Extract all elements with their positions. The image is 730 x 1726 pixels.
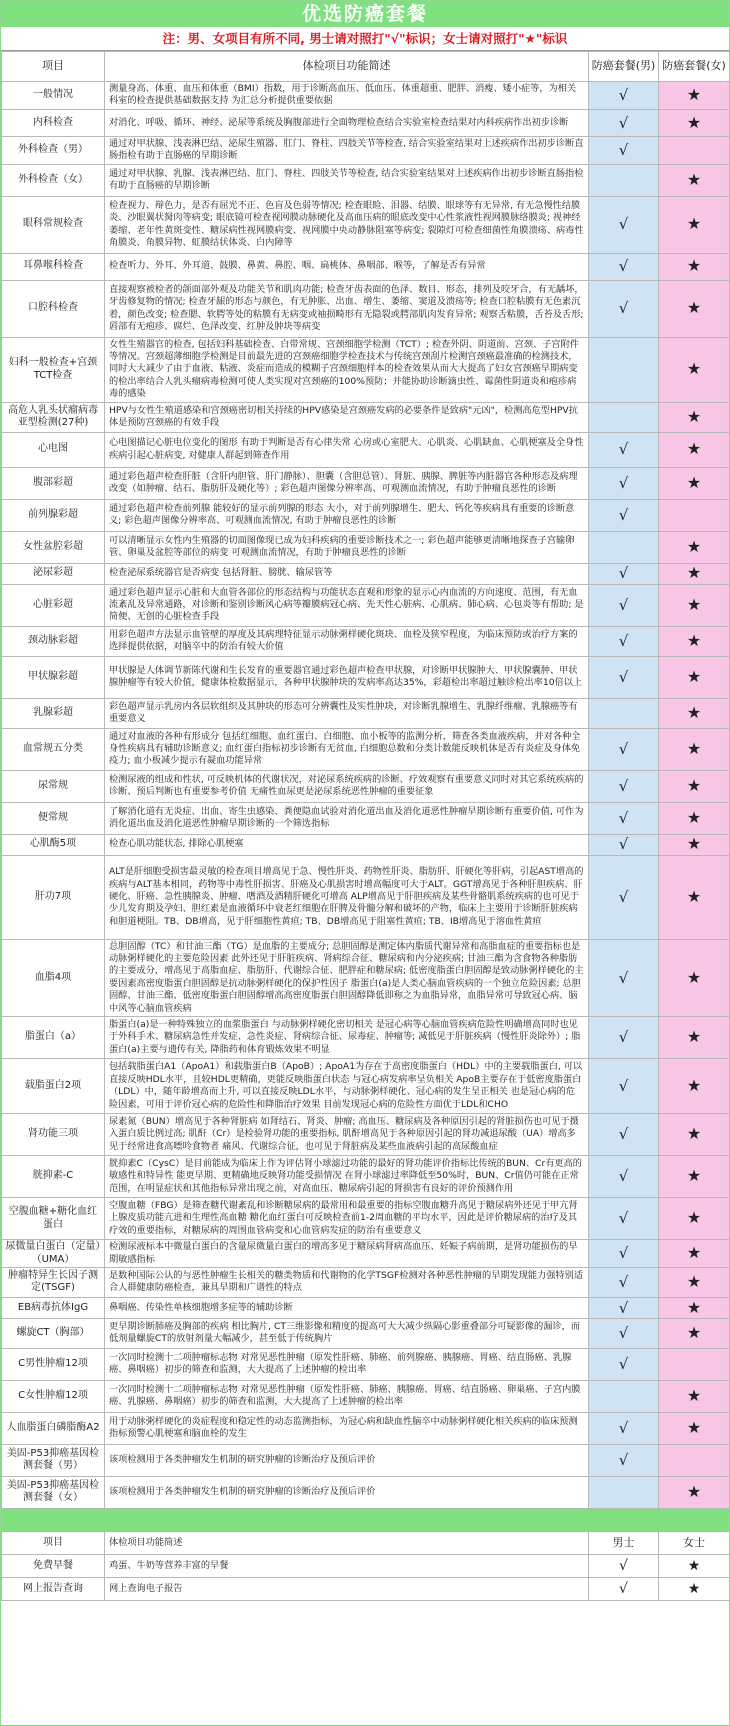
item-name: 眼科常规检查 — [2, 196, 105, 253]
item-name: 口腔科检查 — [2, 280, 105, 337]
item-name: C女性肿瘤12项 — [2, 1380, 105, 1412]
item-description: 用彩色超声方法显示血管壁的厚度及其病理特征显示动脉粥样硬化斑块、血栓及狭窄程度，为临床预防或治疗方案的选择提供依据，对脑卒中的防治有较大价值 — [105, 626, 589, 656]
table-row — [2, 1059, 730, 1114]
item-description: 包括载脂蛋白A1（ApoA1）和载脂蛋白B（ApoB）; ApoA1为存在于高密度脂蛋白（HDL）中的主要载脂蛋白, 可以直接反映HDL水平，且较HDL更精确，更能反映脂蛋白状态 与冠心病发病率呈负相关 ApoB主要存在于低密度脂蛋白（LDL）中，随年龄增高而上升, 可以直接反映LDL水平，与动脉粥样硬化、冠心病的发生呈正相关 也是冠心病的危险因素，可用于评价冠心病的危险性和降脂治疗效果 目前发现冠心病的危险性方面优于LDL和CHO — [105, 1059, 589, 1114]
item-name: 美固-P53抑癌基因检测套餐（女） — [2, 1476, 105, 1508]
table-row — [2, 584, 730, 626]
item-name: 胱抑素-C — [2, 1156, 105, 1198]
male-mark: √ — [589, 584, 659, 626]
table-row — [2, 563, 730, 584]
table-row — [2, 834, 730, 855]
item-name: 载脂蛋白2项 — [2, 1059, 105, 1114]
female-mark: ★ — [659, 563, 730, 584]
item-description: 通过对甲状腺、乳腺、浅表淋巴结、肛门、脊柱、四肢关节等检查, 结合实验室结果对上述疾病作出初步诊断直肠指检有助于直肠癌的早期诊断 — [105, 164, 589, 196]
male-mark: √ — [589, 728, 659, 770]
item-description: 检查心肌功能状态, 排除心肌梗塞 — [105, 834, 589, 855]
male-mark: √ — [589, 109, 659, 136]
table-row — [2, 136, 730, 164]
item-description: 通过彩色超声检查前列腺 能较好的显示前列腺的形态 大小，对于前列腺增生、肥大、钙化等疾病具有重要的诊断意义; 彩色超声图像分辨率高、可观测血流情况, 有助于肿瘤良恶性的诊断 — [105, 499, 589, 531]
header-male: 防癌套餐(男) — [589, 52, 659, 82]
male-mark — [589, 698, 659, 728]
item-name: 免费早餐 — [2, 1554, 105, 1577]
item-description: 鼻咽癌、传染性单核细胞增多症等的辅助诊断 — [105, 1297, 589, 1318]
female-mark: ★ — [659, 698, 730, 728]
table-row — [2, 164, 730, 196]
female-mark: ★ — [659, 939, 730, 1016]
female-mark: ★ — [659, 531, 730, 563]
table-row — [2, 467, 730, 499]
male-mark: √ — [589, 834, 659, 855]
service-row — [2, 1554, 730, 1577]
item-description: 脂蛋白(a)是一种特殊独立的血浆脂蛋白 与动脉粥样硬化密切相关 是冠心病等心脑血管疾病危险性明确增高同时也见于外科手术、糖尿病急性并发症、急性炎症、肾病综合征、尿毒症、肿瘤等; 减低见于肝脏疾病（慢性肝炎除外）; 脂蛋白(a)主要与遗传有关, 降脂药和体育锻炼效果不明显 — [105, 1017, 589, 1059]
male-mark: √ — [589, 855, 659, 939]
services-rows — [2, 1554, 730, 1600]
table-row — [2, 1318, 730, 1348]
male-mark: √ — [589, 1554, 659, 1577]
table-row — [2, 1444, 730, 1476]
female-mark: ★ — [659, 834, 730, 855]
table-row — [2, 1198, 730, 1240]
package-rows — [2, 82, 730, 1509]
female-mark: ★ — [659, 164, 730, 196]
table-row — [2, 728, 730, 770]
item-name: 耳鼻喉科检查 — [2, 253, 105, 280]
item-description: 该项检测用于各类肿瘤发生机制的研究肿瘤的诊断治疗及预后评价 — [105, 1476, 589, 1508]
item-name: 空腹血糖+糖化血红蛋白 — [2, 1198, 105, 1240]
male-mark: √ — [589, 82, 659, 110]
package-table — [1, 51, 730, 1509]
item-name: 网上报告查询 — [2, 1577, 105, 1600]
male-mark: √ — [589, 280, 659, 337]
male-mark: √ — [589, 1114, 659, 1156]
header-desc: 体检项目功能简述 — [105, 52, 589, 82]
table-row — [2, 1412, 730, 1444]
female-mark — [659, 499, 730, 531]
male-mark: √ — [589, 432, 659, 467]
female-mark: ★ — [659, 82, 730, 110]
female-mark: ★ — [659, 1267, 730, 1297]
male-mark: √ — [589, 1267, 659, 1297]
female-mark: ★ — [659, 1059, 730, 1114]
female-mark: ★ — [659, 1297, 730, 1318]
table-row — [2, 499, 730, 531]
female-mark: ★ — [659, 656, 730, 698]
item-name: 人血脂蛋白磷脂酶A2 — [2, 1412, 105, 1444]
item-description: 了解消化道有无炎症、出血、寄生虫感染、粪便隐血试验对消化道出血及消化道恶性肿瘤早期诊断有重要价值, 可作为消化道出血及消化道恶性肿瘤早期诊断的一个筛选指标 — [105, 802, 589, 834]
female-mark: ★ — [659, 432, 730, 467]
table-header-row — [2, 52, 730, 82]
item-name: 颈动脉彩超 — [2, 626, 105, 656]
item-description: ALT是肝细胞受损害最灵敏的检查项目增高见于急、慢性肝炎、药物性肝炎、脂肪肝、肝硬化等肝病，引起AST增高的疾病与ALT基本相同，药物等中毒性肝损害、肝癌及心肌损害时增高幅度可大于ALT。GGT增高见于各种肝胆疾病、肝硬化、肝癌、急性胰腺炎、肿瘤、嗜酒及酒精肝硬化可增高 ALP增高见于肝胆疾病及某些骨骼肌系统疾病的也可见于少儿发育期及孕妇、胆红素是血液循环中衰老红细胞在肝脾及骨髓分解和破坏的产物，临床上主要用于诊断肝脏疾病和胆道梗阻。TB、DB增高，见于肝细胞性黄疸; TB、DB增高见于阻塞性黄疸; TB、IB增高见于溶血性黄疸 — [105, 855, 589, 939]
services-table — [1, 1531, 730, 1601]
male-mark — [589, 531, 659, 563]
item-name: 血常规五分类 — [2, 728, 105, 770]
male-mark: √ — [589, 1577, 659, 1600]
table-row — [2, 1156, 730, 1198]
male-mark: √ — [589, 1318, 659, 1348]
male-mark — [589, 337, 659, 402]
item-description: HPV与女性生殖道感染和宫颈癌密切相关持续的HPV感染是宫颈癌发病的必要条件是致病"元凶"，检测高危型HPV抗体是预防宫颈癌的有效手段 — [105, 402, 589, 432]
item-name: 肝功7项 — [2, 855, 105, 939]
services-header-item: 项目 — [2, 1531, 105, 1554]
item-name: 前列腺彩超 — [2, 499, 105, 531]
item-description: 更早期诊断肺癌及胸部的疾病 相比胸片, CT三维影像和精度的提高可大大减少纵隔心影重叠部分可疑影像的漏诊，而低剂量螺旋CT的放射剂量大幅减少，甚至低于传统胸片 — [105, 1318, 589, 1348]
table-row — [2, 1380, 730, 1412]
item-name: 美固-P53抑癌基因检测套餐（男） — [2, 1444, 105, 1476]
female-mark: ★ — [659, 1198, 730, 1240]
service-row — [2, 1577, 730, 1600]
item-description: 空腹血糖（FBG）是筛查糖代谢紊乱和诊断糖尿病的最常用和最重要的指标空腹血糖升高见于糖尿病外还见于甲亢肾上腺皮质功能亢进和生理性高血糖 糖化血红蛋白可反映检查前1-2周血糖的平均水平，因此是评价糖尿病的治疗及其疗效的重要指标，对糖尿病的周围血管病变和心血管病发症的防治有重要意义 — [105, 1198, 589, 1240]
male-mark — [589, 402, 659, 432]
header-item: 项目 — [2, 52, 105, 82]
table-row — [2, 109, 730, 136]
item-name: 外科检查（男） — [2, 136, 105, 164]
table-row — [2, 1017, 730, 1059]
table-row — [2, 1114, 730, 1156]
female-mark: ★ — [659, 1577, 730, 1600]
table-row — [2, 939, 730, 1016]
item-name: 女性盆腔彩超 — [2, 531, 105, 563]
item-name: 螺旋CT（胸部） — [2, 1318, 105, 1348]
item-name: 血脂4项 — [2, 939, 105, 1016]
services-header-desc: 体检项目功能简述 — [105, 1531, 589, 1554]
female-mark: ★ — [659, 728, 730, 770]
item-name: 便常规 — [2, 802, 105, 834]
male-mark: √ — [589, 467, 659, 499]
item-name: EB病毒抗体IgG — [2, 1297, 105, 1318]
item-description: 检查视力、辩色力，是否有屈光不正、色盲及色弱等情况; 检查眼睑、泪器、结膜、眼球等有无异常, 有无急慢性结膜炎、沙眼翼状胬肉等病变; 眼底镜可检查视网膜动脉硬化及高血压病的眼底改变中心性浆液性视网膜脉络膜炎; 视神经萎缩、老年性黄斑变性、糖尿病性视网膜病变、视网膜中央动静脉阻塞等病变; 裂隙灯可检查细菌性角膜溃疡、病毒性角膜炎、角膜异物、虹膜结状体炎、白内障等 — [105, 196, 589, 253]
table-row — [2, 402, 730, 432]
item-description: 心电图描记心脏电位变化的图形 有助于判断是否有心律失常 心房或心室肥大、心肌炎、心肌缺血、心肌梗塞及全身性疾病引起心脏病变, 对健康人群起到筛查作用 — [105, 432, 589, 467]
item-description: 女性生殖器官的检查, 包括妇科基础检查、白带常规、宫颈细胞学检测（TCT）; 检查外阴、阴道前、宫颈、子宫附件等情况。宫颈超薄细胞学检测是目前最先进的宫颈癌细胞学检查技术与传统宫颈刮片检测宫颈癌最准确的检测技术，同时大大减少了由于血液、粘液、炎症而造成的模糊子宫颈细胞样本的检查效果从而大大提高了妇女宫颈癌早期病变的检出率结合人乳头瘤病毒检测可使人类实现对宫颈癌的100%预防；并能协助诊断滴虫性、霉菌性阴道炎和疱疹病毒的感染 — [105, 337, 589, 402]
item-name: 尿常规 — [2, 770, 105, 802]
male-mark: √ — [589, 1348, 659, 1380]
item-description: 通过彩色超声显示心脏和大血管各部位的形态结构与功能状态直观和形象的显示心内血流的方向速度、范围，有无血流紊乱及异常通路，对诊断和鉴别诊断风心病等瓣膜病冠心病、先天性心脏病、心肌病、肺心病、心包炎等有帮助; 是简便、无创的心脏检查手段 — [105, 584, 589, 626]
female-mark — [659, 1444, 730, 1476]
female-mark: ★ — [659, 109, 730, 136]
male-mark: √ — [589, 136, 659, 164]
item-name: 心肌酶5项 — [2, 834, 105, 855]
female-mark: ★ — [659, 802, 730, 834]
female-mark — [659, 1348, 730, 1380]
item-description: 一次同时检测十二项肿瘤标志物 对常见恶性肿瘤（原发性肝癌、肺癌、前列腺癌、胰腺癌、胃癌、结直肠癌、乳腺癌、鼻咽癌）初步的筛查和监测，大大提高了上述肿瘤的检出率 — [105, 1348, 589, 1380]
services-header-row — [2, 1531, 730, 1554]
item-name: 一般情况 — [2, 82, 105, 110]
table-row — [2, 432, 730, 467]
female-mark — [659, 136, 730, 164]
item-name: 肾功能三项 — [2, 1114, 105, 1156]
male-mark: √ — [589, 1444, 659, 1476]
item-name: 腹部彩超 — [2, 467, 105, 499]
item-description: 对消化、呼吸、循环、神经、泌尿等系统及胸腹部进行全面物理检查结合实验室检查结果对内科疾病作出初步诊断 — [105, 109, 589, 136]
item-name: 泌尿彩超 — [2, 563, 105, 584]
male-mark: √ — [589, 770, 659, 802]
male-mark: √ — [589, 196, 659, 253]
item-description: 甲状腺是人体调节新陈代谢和生长发育的重要器官通过彩色超声检查甲状腺，对诊断甲状腺肿大、甲状腺囊肿、甲状腺肿瘤等有较大价值，健康体检数据显示，各种甲状腺肿块的发病率高达35%，彩超检出率超过触诊检出率10倍以上 — [105, 656, 589, 698]
female-mark: ★ — [659, 1156, 730, 1198]
male-mark: √ — [589, 563, 659, 584]
female-mark: ★ — [659, 1318, 730, 1348]
item-description: 测量身高、体重、血压和体重（BMI）指数，用于诊断高血压、低血压、体重超重、肥胖、消瘦、矮小症等，为相关科室的检查提供基础数据支持 为汇总分析提供重要依据 — [105, 82, 589, 110]
female-mark: ★ — [659, 402, 730, 432]
male-mark: √ — [589, 626, 659, 656]
item-description: 总胆固醇（TC）和甘油三酯（TG）是血脂的主要成分; 总胆固醇是测定体内脂质代谢异常和高脂血症的重要指标也是动脉粥样硬化的主要危险因素 此外还见于肝脏疾病、肾病综合征、糖尿病和内分泌疾病; 甘油三酯为含食物各种脂肪的主要成分，增高见于高脂血症、脂肪肝、代谢综合征、肥胖症和糖尿病; 低密度脂蛋白胆固醇是致动脉粥样硬化的主要因素高密度脂蛋白胆固醇是抗动脉粥样硬化的保护性因子 脂蛋白(a)是人类心脑血管疾病的一个独立危险因素; 总胆固醇、甘油三酯、低密度脂蛋白胆固醇增高高密度脂蛋白胆固醇降低即称之为血脂异常，血脂异常可导致冠心病、脑中风等心脑血管疾病 — [105, 939, 589, 1016]
table-row — [2, 1240, 730, 1268]
item-name: 乳腺彩超 — [2, 698, 105, 728]
table-row — [2, 770, 730, 802]
item-description: 通过彩色超声检查肝脏（含肝内胆管、肝门静脉）、胆囊（含胆总管）、肾脏、胰腺、脾脏等内脏器官各种形态及病理改变（如肿瘤、结石、脂肪肝及硬化等）; 彩色超声图像分辨率高、可观测血流情况，有助于肿瘤良恶性的诊断 — [105, 467, 589, 499]
item-description: 一次同时检测十二项肿瘤标志物 对常见恶性肿瘤（原发性肝癌、肺癌、胰腺癌、胃癌、结直肠癌、卵巢癌、子宫内膜癌、乳腺癌、鼻咽癌）初步的筛查和监测，大大提高了上述肿瘤的检出率 — [105, 1380, 589, 1412]
male-mark: √ — [589, 1412, 659, 1444]
male-mark: √ — [589, 253, 659, 280]
header-female: 防癌套餐(女) — [659, 52, 730, 82]
item-description: 检测尿液的组成和性状, 可反映机体的代谢状况，对泌尿系统疾病的诊断、疗效观察有重要意义同时对其它系统疾病的诊断、预后判断也有重要参考价值 无痛性血尿更是泌尿系统恶性肿瘤的重要征象 — [105, 770, 589, 802]
table-row — [2, 253, 730, 280]
gender-note: 注：男、女项目有所不同, 男士请对照打"√"标识；女士请对照打"★"标识 — [1, 27, 729, 51]
item-description: 检查泌尿系统器官是否病变 包括肾脏、膀胱、输尿管等 — [105, 563, 589, 584]
section-divider — [1, 1509, 729, 1531]
female-mark: ★ — [659, 770, 730, 802]
male-mark: √ — [589, 1017, 659, 1059]
services-header-male: 男士 — [589, 1531, 659, 1554]
female-mark: ★ — [659, 253, 730, 280]
item-description: 直接观察被检者的颌面部外观及功能关节和肌肉功能; 检查牙齿表面的色泽、数目、形态，排列及咬牙合，有无龋坏，牙齿修复物的情况; 检查牙龈的形态与颜色，有无肿胀、出血、增生、萎缩、窦道及溃疡等; 检查口腔粘膜有无色素沉着，颜色改变; 检查腮、软腭等处的粘膜有无病变或袖损畸形有无隐裂或腭部肌肉发育异常; 观察舌粘膜，舌苔及舌形; 唇部有无疱疹、腐烂、色泽改变、红肿及肿块等病变 — [105, 280, 589, 337]
female-mark: ★ — [659, 584, 730, 626]
female-mark: ★ — [659, 196, 730, 253]
table-row — [2, 855, 730, 939]
item-description: 是数种国际公认的与恶性肿瘤生长相关的糖类物质和代谢物的化学TSGF检测对各种恶性肿瘤的早期发现能力强特别适合人群健康防癌检查，兼具早期和广谱性的特点 — [105, 1267, 589, 1297]
item-description: 通过对甲状腺、浅表淋巴结、泌尿生殖器、肛门、脊柱、四肢关节等检查, 结合实验室结果对上述疾病作出初步诊断直肠指检有助于直肠癌的早期诊断 — [105, 136, 589, 164]
table-row — [2, 82, 730, 110]
item-name: C男性肿瘤12项 — [2, 1348, 105, 1380]
table-row — [2, 626, 730, 656]
table-row — [2, 531, 730, 563]
female-mark: ★ — [659, 1554, 730, 1577]
female-mark: ★ — [659, 1017, 730, 1059]
table-row — [2, 337, 730, 402]
table-row — [2, 1476, 730, 1508]
item-name: 心电图 — [2, 432, 105, 467]
item-description: 胱抑素C（CysC）是目前能成为临床上作为评估肾小球滤过功能的最好的肾功能评价指标比传统的BUN、Cr有更高的敏感性和特异性 能更早期、更精确地反映肾功能受损情况 在肾小球滤过率降低至50%时，BUN、Cr值仍可能在正常范围，在明显症状和其他指标异常出现之前，对高血压、糖尿病引起的肾损害有良好的评价预测作用 — [105, 1156, 589, 1198]
item-name: 高危人乳头状瘤病毒亚型检测(27种) — [2, 402, 105, 432]
male-mark: √ — [589, 1059, 659, 1114]
table-row — [2, 802, 730, 834]
male-mark: √ — [589, 1297, 659, 1318]
female-mark: ★ — [659, 1240, 730, 1268]
item-name: 内科检查 — [2, 109, 105, 136]
item-description: 尿素氮（BUN）增高见于各种肾脏病 如肾结石、肾炎、肿瘤; 高血压、糖尿病及各种原因引起的肾脏损伤也可见于摄入蛋白质比例过高; 肌酐（Cr）是检验肾功能的重要指标, 肌酐增高见于各种原因引起的肾功减退尿酸（UA）增高多见于经常进食高嘌呤食物者 痛风、代谢综合征，也可见于肾脏病及某些血液病引起的高尿酸血症 — [105, 1114, 589, 1156]
male-mark — [589, 1380, 659, 1412]
male-mark: √ — [589, 1198, 659, 1240]
item-description: 通过对血液的各种有形成分 包括红细胞、血红蛋白、白细胞、血小板等的监测分析，筛查各类血液疾病，并对各种全身性疾病具有辅助诊断意义; 血红蛋白指标初步诊断有无贫血, 白细胞总数和分类计数能反映机体是否有炎症及身体免疫力; 血小板减少提示有凝血功能异常 — [105, 728, 589, 770]
table-row — [2, 1297, 730, 1318]
male-mark: √ — [589, 1156, 659, 1198]
female-mark: ★ — [659, 280, 730, 337]
table-row — [2, 698, 730, 728]
item-description: 彩色超声显示乳房内各层软组织及其肿块的形态可分辨囊性及实性肿块，对诊断乳腺增生、乳腺纤维瘤、乳腺癌等有重要意义 — [105, 698, 589, 728]
female-mark: ★ — [659, 626, 730, 656]
item-name: 心脏彩超 — [2, 584, 105, 626]
female-mark: ★ — [659, 337, 730, 402]
male-mark — [589, 1476, 659, 1508]
female-mark: ★ — [659, 1412, 730, 1444]
services-header-female: 女士 — [659, 1531, 730, 1554]
female-mark: ★ — [659, 855, 730, 939]
female-mark: ★ — [659, 1476, 730, 1508]
male-mark: √ — [589, 802, 659, 834]
item-name: 甲状腺彩超 — [2, 656, 105, 698]
item-name: 妇科一般检查+宫颈TCT检查 — [2, 337, 105, 402]
item-name: 尿微量白蛋白（定量）（UMA） — [2, 1240, 105, 1268]
item-name: 外科检查（女） — [2, 164, 105, 196]
female-mark: ★ — [659, 1380, 730, 1412]
item-description: 可以清晰显示女性内生殖器的切面图像现已成为妇科疾病的重要诊断技术之一; 彩色超声能够更清晰地探查子宫输卵管、卵巢及盆腔等部位的病变 可观测血流情况，有助于肿瘤良恶性的诊断 — [105, 531, 589, 563]
table-row — [2, 1348, 730, 1380]
male-mark: √ — [589, 656, 659, 698]
female-mark: ★ — [659, 1114, 730, 1156]
item-description: 网上查询电子报告 — [105, 1577, 589, 1600]
item-description: 检查听力、外耳、外耳道、鼓膜、鼻黄、鼻腔、咽、扁桃体、鼻咽部、喉等，了解是否有异常 — [105, 253, 589, 280]
item-name: 肿瘤特异生长因子测定(TSGF) — [2, 1267, 105, 1297]
table-row — [2, 196, 730, 253]
table-row — [2, 1267, 730, 1297]
item-description: 该项检测用于各类肿瘤发生机制的研究肿瘤的诊断治疗及预后评价 — [105, 1444, 589, 1476]
male-mark: √ — [589, 499, 659, 531]
male-mark: √ — [589, 1240, 659, 1268]
item-description: 检测尿液标本中微量白蛋白的含量尿微量白蛋白的增高多见于糖尿病肾病高血压、妊娠子病前期，是肾功能损伤的早期敏感指标 — [105, 1240, 589, 1268]
table-row — [2, 656, 730, 698]
male-mark: √ — [589, 939, 659, 1016]
female-mark: ★ — [659, 467, 730, 499]
item-name: 脂蛋白（a） — [2, 1017, 105, 1059]
male-mark — [589, 164, 659, 196]
page-title: 优选防癌套餐 — [1, 1, 729, 27]
item-description: 鸡蛋、牛奶等营养丰富的早餐 — [105, 1554, 589, 1577]
table-row — [2, 280, 730, 337]
item-description: 用于动脉粥样硬化的炎症程度和稳定性的动态监测指标，为冠心病和缺血性脑卒中动脉粥样硬化相关疾病的临床预测指标预警心肌梗塞和脑血栓的发生 — [105, 1412, 589, 1444]
